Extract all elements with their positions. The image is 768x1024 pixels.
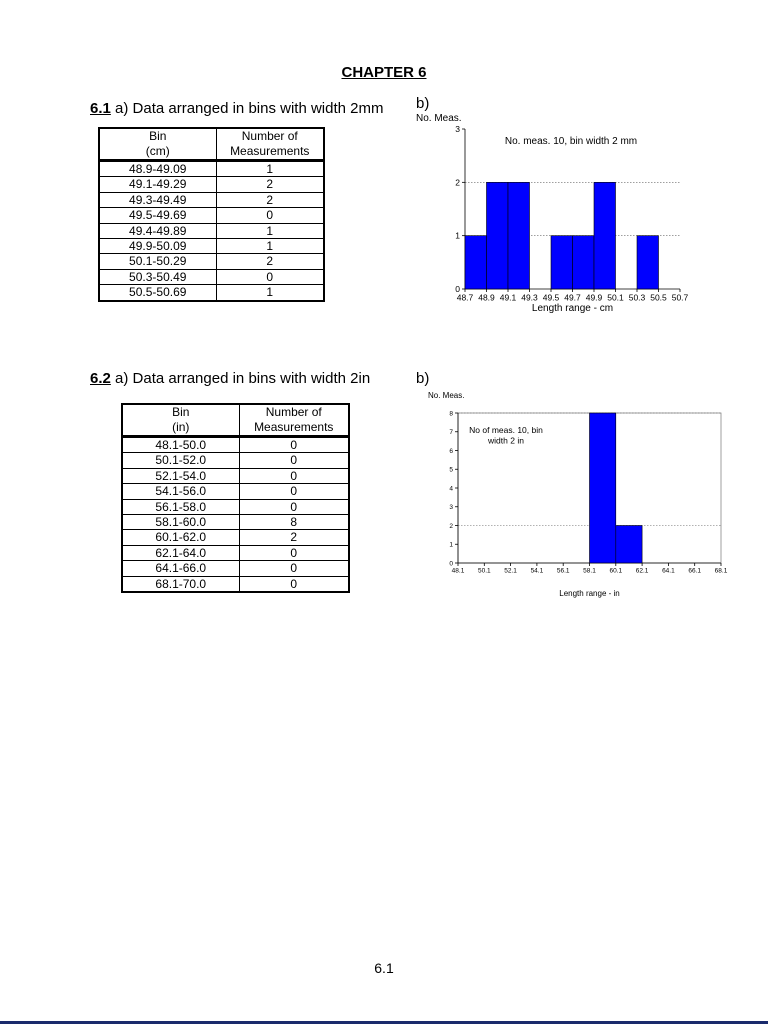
histogram-bar — [616, 526, 642, 564]
count-cell: 1 — [216, 161, 324, 177]
y-tick-label: 1 — [449, 541, 453, 549]
y-tick-label: 8 — [449, 410, 453, 418]
y-tick-label: 0 — [455, 283, 460, 294]
page-number: 6.1 — [374, 960, 394, 976]
chapter-title: CHAPTER 6 — [341, 64, 427, 81]
section-title: a) Data arranged in bins with width 2in — [110, 370, 371, 387]
histogram-bar — [590, 413, 616, 563]
bin-range-cell: 56.1-58.0 — [122, 499, 239, 514]
count-column-header: Number of Measurements — [216, 128, 324, 161]
count-cell: 0 — [239, 437, 349, 453]
section-title: a) Data arranged in bins with width 2mm — [110, 100, 384, 117]
part-b-label: b) — [416, 95, 430, 112]
y-axis-label: No. Meas. — [428, 391, 465, 400]
count-cell: 0 — [239, 499, 349, 514]
x-tick-label: 54.1 — [530, 567, 544, 575]
count-column-header: Number of Measurements — [239, 404, 349, 437]
chart-annotation: No of meas. 10, bin — [469, 425, 543, 435]
y-tick-label: 6 — [449, 447, 453, 455]
x-axis-label: Length range - in — [559, 589, 620, 598]
bin-range-cell: 50.1-50.29 — [99, 254, 216, 269]
x-tick-label: 58.1 — [583, 567, 596, 575]
x-tick-label: 50.3 — [628, 292, 646, 303]
x-tick-label: 52.1 — [504, 567, 517, 575]
bin-range-cell: 50.1-52.0 — [122, 453, 239, 468]
count-cell: 0 — [239, 545, 349, 560]
y-tick-label: 2 — [455, 177, 460, 188]
x-tick-label: 64.1 — [662, 567, 675, 575]
count-cell: 0 — [216, 208, 324, 223]
count-cell: 2 — [216, 177, 324, 192]
part-b-label: b) — [416, 370, 430, 387]
y-tick-label: 3 — [449, 504, 453, 512]
bin-range-cell: 54.1-56.0 — [122, 484, 239, 499]
chart-annotation: No. meas. 10, bin width 2 mm — [504, 136, 638, 147]
bin-range-cell: 68.1-70.0 — [122, 576, 239, 592]
bin-range-cell: 49.5-49.69 — [99, 208, 216, 223]
bin-range-cell: 52.1-54.0 — [122, 468, 239, 483]
x-tick-label: 68.1 — [714, 567, 728, 575]
count-cell: 0 — [216, 269, 324, 284]
x-tick-label: 50.7 — [671, 292, 689, 303]
y-tick-label: 7 — [449, 429, 453, 437]
x-tick-label: 49.9 — [585, 292, 603, 303]
chart-annotation: width 2 in — [488, 435, 524, 446]
bin-range-cell: 48.1-50.0 — [122, 437, 239, 453]
count-cell: 2 — [239, 530, 349, 545]
bin-range-cell: 49.1-49.29 — [99, 177, 216, 192]
bin-range-cell: 49.4-49.89 — [99, 223, 216, 238]
bin-range-cell: 60.1-62.0 — [122, 530, 239, 545]
y-tick-label: 0 — [449, 560, 453, 568]
bin-column-header: Bin (cm) — [99, 128, 216, 161]
y-tick-label: 1 — [455, 230, 460, 241]
count-cell: 2 — [216, 192, 324, 207]
x-tick-label: 49.3 — [521, 292, 538, 303]
x-tick-label: 60.1 — [609, 567, 623, 575]
x-tick-label: 48.1 — [451, 567, 465, 575]
y-tick-label: 2 — [449, 522, 453, 530]
bin-range-cell: 49.9-50.09 — [99, 239, 216, 254]
bin-range-cell: 50.5-50.69 — [99, 285, 216, 301]
count-cell: 1 — [216, 285, 324, 301]
count-cell: 1 — [216, 239, 324, 254]
x-tick-label: 50.1 — [477, 567, 491, 575]
y-tick-label: 5 — [449, 466, 453, 474]
section-number: 6.1 — [90, 100, 111, 117]
y-tick-label: 3 — [455, 123, 460, 134]
x-tick-label: 49.7 — [564, 292, 581, 303]
x-tick-label: 62.1 — [635, 567, 649, 575]
x-tick-label: 49.5 — [542, 292, 560, 303]
y-axis-label: No. Meas. — [416, 113, 462, 124]
count-cell: 0 — [239, 484, 349, 499]
x-tick-label: 49.1 — [499, 292, 517, 303]
count-cell: 0 — [239, 561, 349, 576]
count-cell: 8 — [239, 515, 349, 530]
section-number: 6.2 — [90, 370, 111, 387]
x-tick-label: 56.1 — [556, 567, 570, 575]
x-tick-label: 48.9 — [478, 292, 495, 303]
count-cell: 1 — [216, 223, 324, 238]
count-cell: 0 — [239, 468, 349, 483]
count-cell: 2 — [216, 254, 324, 269]
bin-range-cell: 62.1-64.0 — [122, 545, 239, 560]
bin-range-cell: 50.3-50.49 — [99, 269, 216, 284]
x-tick-label: 66.1 — [688, 567, 702, 575]
y-tick-label: 4 — [449, 485, 453, 493]
bin-range-cell: 49.3-49.49 — [99, 192, 216, 207]
bin-range-cell: 48.9-49.09 — [99, 161, 216, 177]
x-axis-label: Length range - cm — [531, 303, 614, 314]
x-tick-label: 50.5 — [650, 292, 667, 303]
bin-range-cell: 64.1-66.0 — [122, 561, 239, 576]
count-cell: 0 — [239, 576, 349, 592]
bin-range-cell: 58.1-60.0 — [122, 515, 239, 530]
x-tick-label: 48.7 — [456, 292, 474, 303]
bin-column-header: Bin (in) — [122, 404, 239, 437]
x-tick-label: 50.1 — [607, 292, 624, 303]
count-cell: 0 — [239, 453, 349, 468]
